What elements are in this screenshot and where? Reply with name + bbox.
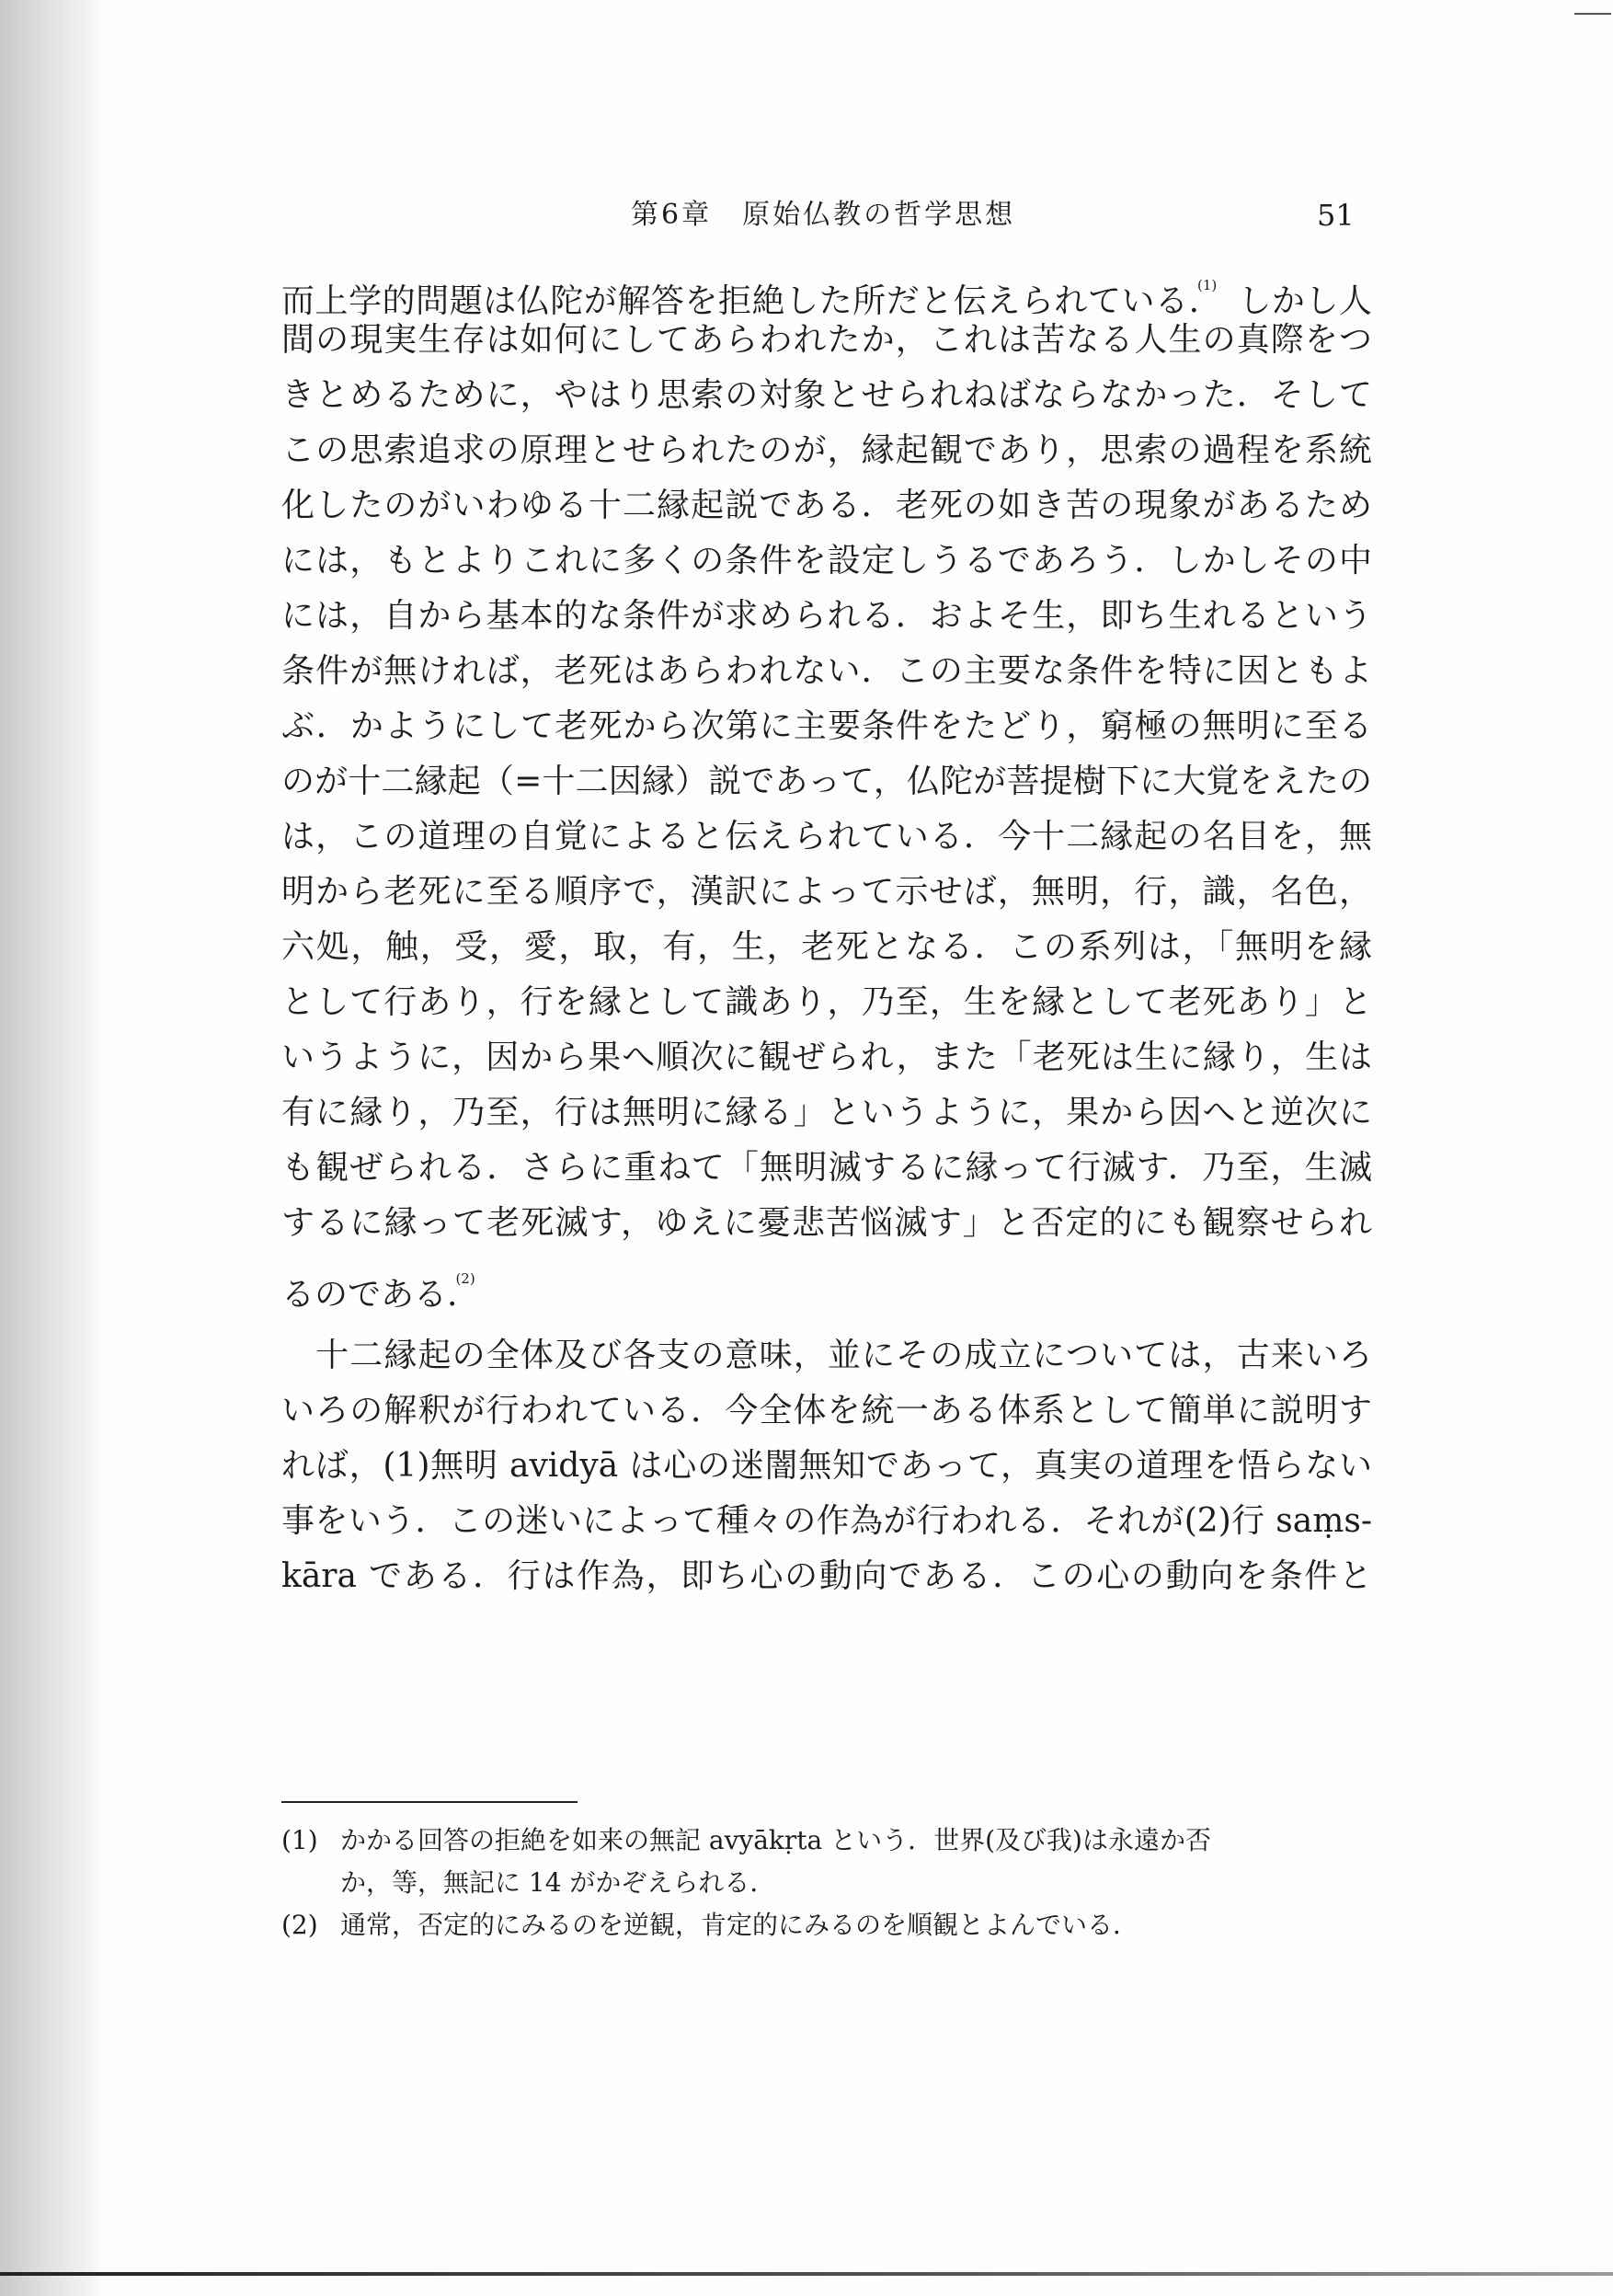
text-line: 而上学的問題は仏陀が解答を拒絶した所だと伝えられている.$^{(1)}$ しかし人 xyxy=(281,277,1372,320)
spine-shadow xyxy=(0,0,106,2296)
text-line: には，もとよりこれに多くの条件を設定しうるであろう．しかしその中 xyxy=(281,542,1372,580)
text-line: kāra である．行は作為，即ち心の動向である．この心の動向を条件と xyxy=(281,1557,1372,1595)
text-line: いうように，因から果へ順次に観ぜられ，また「老死は生に縁り，生は xyxy=(281,1039,1372,1076)
text-line: のが十二縁起（=十二因縁）説であって，仏陀が菩提樹下に大覚をえたの xyxy=(281,763,1372,800)
page-number: 51 xyxy=(1317,198,1355,233)
text-line: きとめるために，やはり思索の対象とせられねばならなかった．そして xyxy=(281,376,1372,414)
text-line: 事をいう．この迷いによって種々の作為が行われる．それが(2)行 saṃs- xyxy=(281,1502,1372,1540)
text-line: ぶ．かようにして老死から次第に主要条件をたどり，窮極の無明に至る xyxy=(281,707,1372,745)
scan-mark xyxy=(1574,13,1611,15)
footnote-1-continued: か，等，無記に 14 がかぞえられる． xyxy=(340,1867,776,1898)
text-line: として行あり，行を縁として識あり，乃至，生を縁として老死あり」と xyxy=(281,983,1372,1021)
footnote-2 xyxy=(281,1904,1372,1946)
footnote-number: (1) xyxy=(281,1825,318,1855)
text-line: も観ぜられる．さらに重ねて「無明滅するに縁って行滅す．乃至，生滅 xyxy=(281,1149,1372,1187)
footnotes xyxy=(281,1820,1372,1946)
text-line: 化したのがいわゆる十二縁起説である．老死の如き苦の現象があるため xyxy=(281,487,1372,524)
text-line: 明から老死に至る順序で，漢訳によって示せば，無明，行，識，名色， xyxy=(281,873,1372,911)
text-line: には，自から基本的な条件が求められる．およそ生，即ち生れるという xyxy=(281,597,1372,635)
text-line: するに縁って老死滅す，ゆえに憂悲苦悩滅す」と否定的にも観察せられ xyxy=(281,1204,1372,1242)
text-line: 十二縁起の全体及び各支の意味，並にその成立については，古来いろ xyxy=(315,1337,1372,1374)
footnote-text: かかる回答の拒絶を如来の無記 avyākṛta という．世界(及び我)は永遠か否 xyxy=(340,1825,1211,1855)
footnote-number: (2) xyxy=(281,1910,318,1940)
text-line: 六処，触，受，愛，取，有，生，老死となる．この系列は，「無明を縁 xyxy=(281,928,1372,966)
text-line: は，この道理の自覚によると伝えられている．今十二縁起の名目を，無 xyxy=(281,818,1372,855)
text-line: いろの解釈が行われている．今全体を統一ある体系として簡単に説明す xyxy=(281,1392,1372,1429)
text-line: るのである.$^{(2)}$ xyxy=(281,1270,475,1314)
footnote-1 xyxy=(281,1820,1372,1862)
text-line: 有に縁り，乃至，行は無明に縁る」というように，果から因へと逆次に xyxy=(281,1094,1372,1131)
footnote-ref: (2) xyxy=(455,1270,475,1287)
text-line: れば，(1)無明 avidyā は心の迷闇無知であって，真実の道理を悟らない xyxy=(281,1447,1372,1485)
footnote-divider xyxy=(281,1801,578,1803)
footnote-text: 通常，否定的にみるのを逆観，肯定的にみるのを順観とよんでいる． xyxy=(340,1910,1139,1940)
running-header-title: 第6章 原始仏教の哲学思想 xyxy=(631,199,1016,231)
main-text xyxy=(281,258,1372,1604)
text-line: 間の現実生存は如何にしてあらわれたか，これは苦なる人生の真際をつ xyxy=(281,321,1372,359)
text-line: 条件が無ければ，老死はあらわれない．この主要な条件を特に因ともよ xyxy=(281,652,1372,690)
text-line: この思索追求の原理とせられたのが，縁起観であり，思索の過程を系統 xyxy=(281,431,1372,469)
footnote-ref: (1) xyxy=(1197,277,1218,293)
scan-bottom-edge xyxy=(0,2272,1613,2276)
